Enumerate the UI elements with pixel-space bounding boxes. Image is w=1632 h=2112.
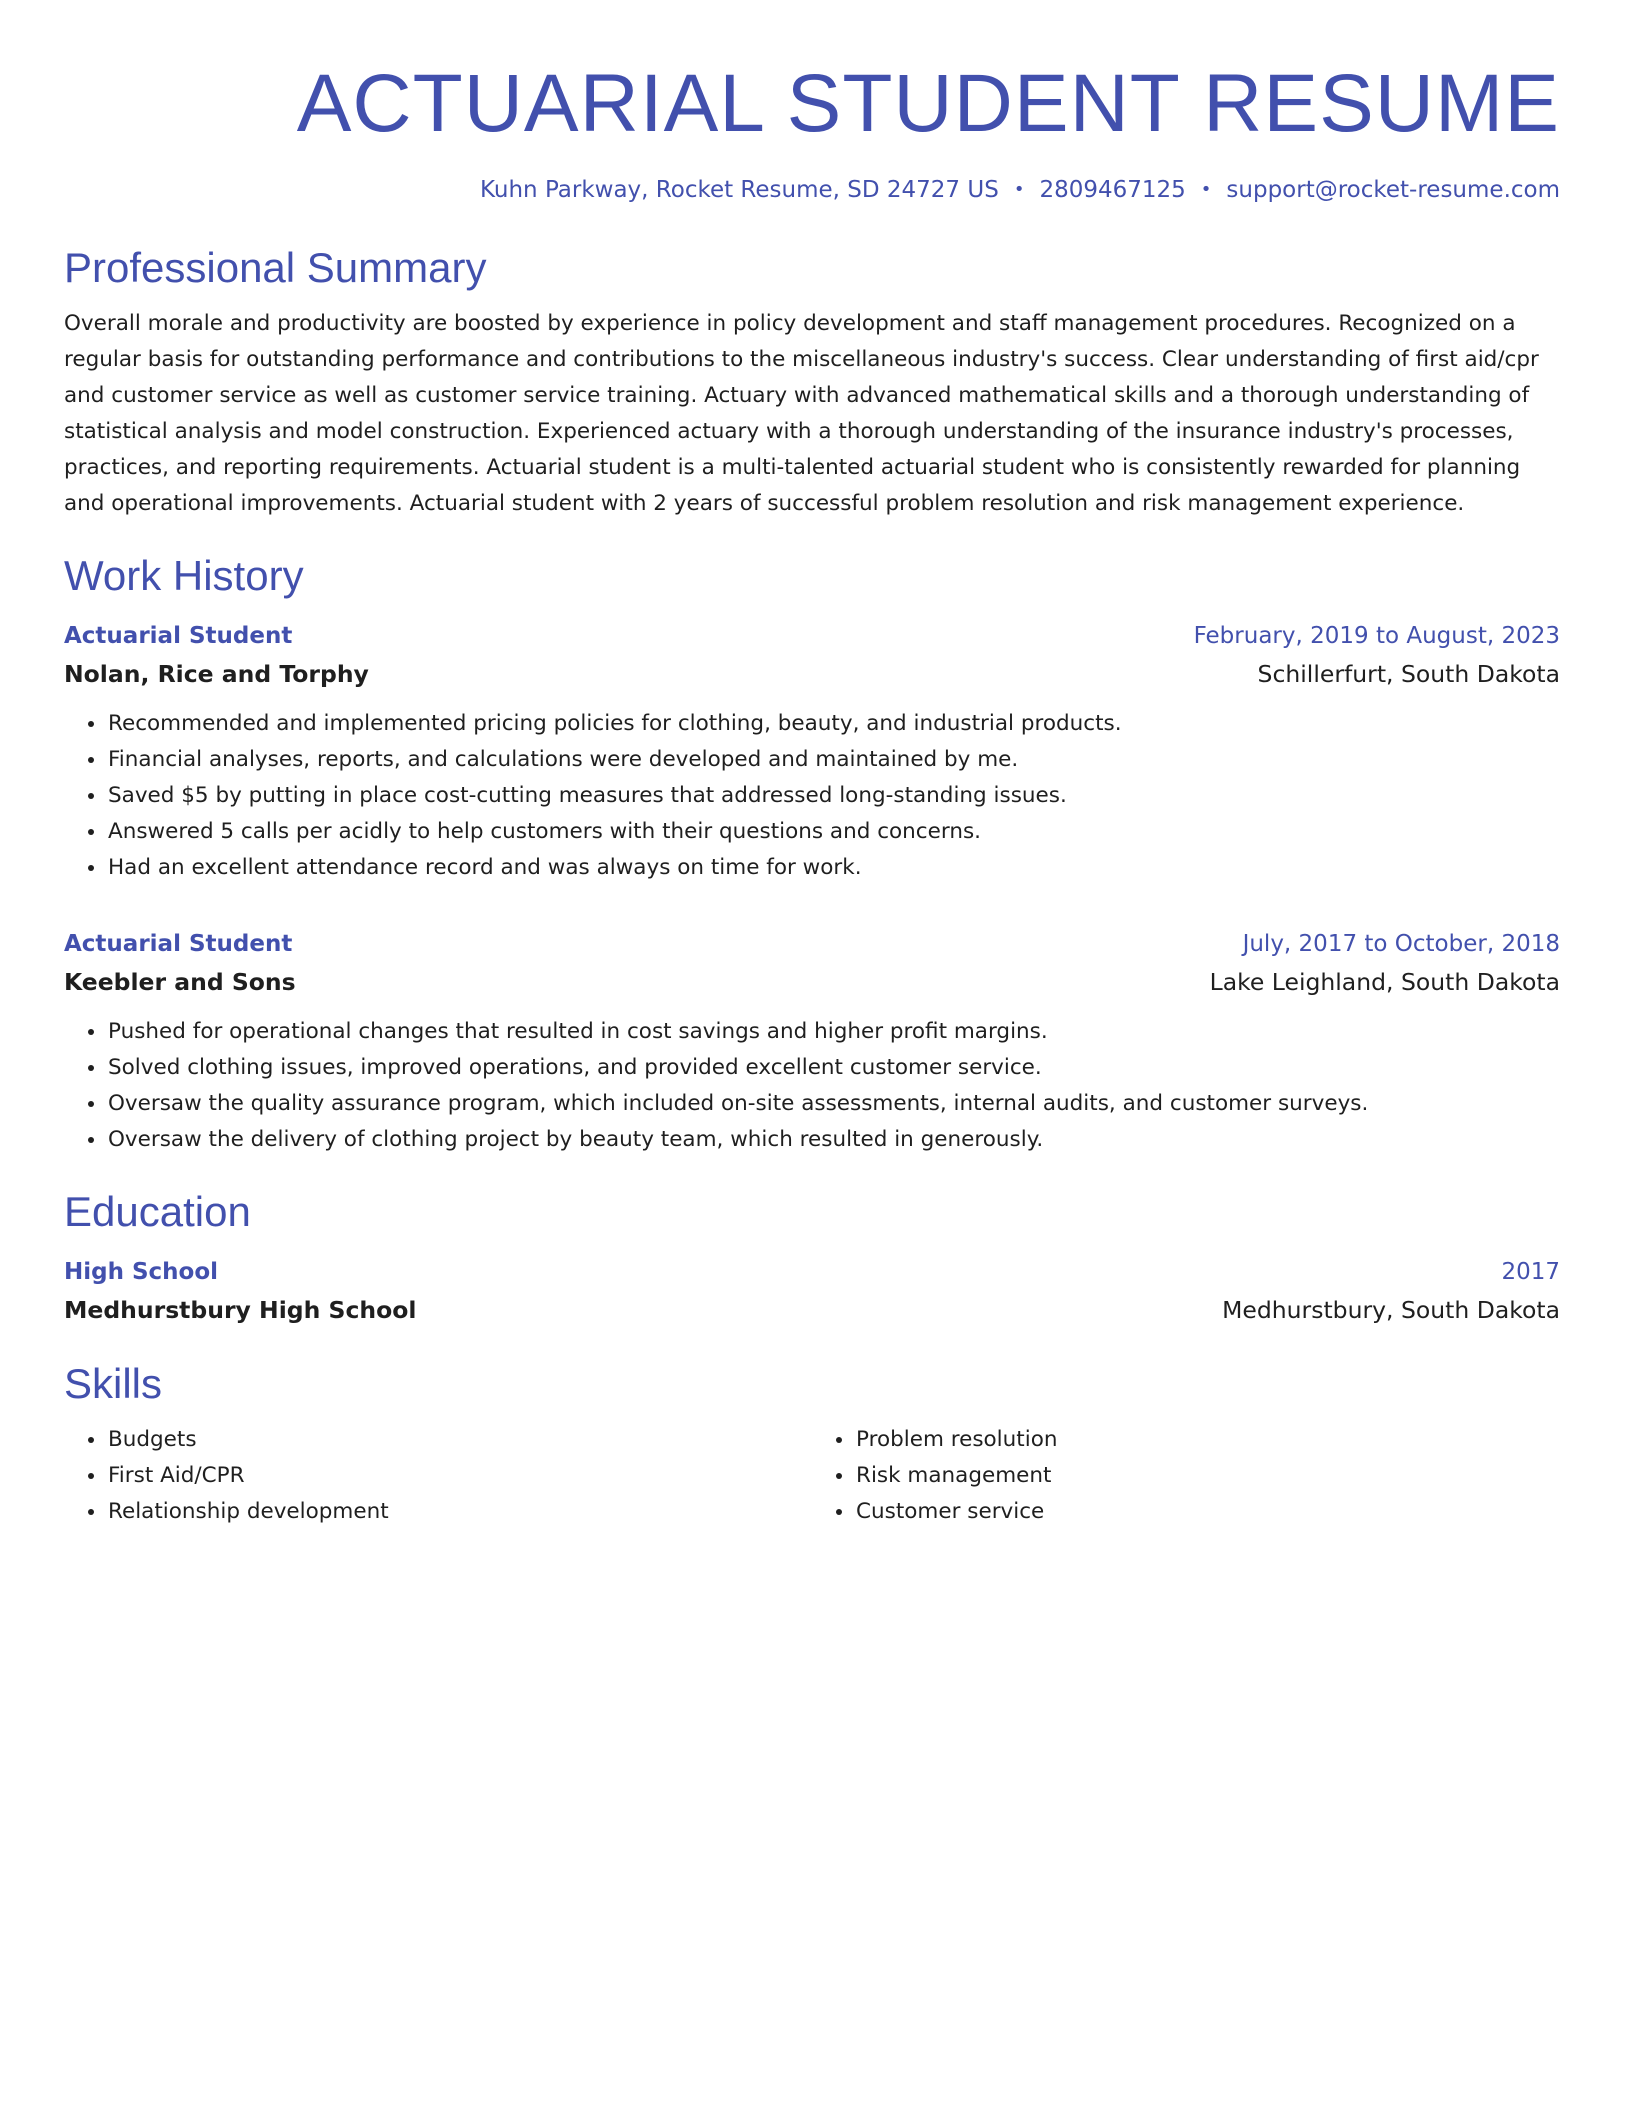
job-bullet-list xyxy=(64,1014,1560,1158)
skill-item: • Customer service xyxy=(855,1494,1560,1530)
education-entry xyxy=(64,1254,1560,1330)
job-entry xyxy=(64,618,1560,886)
job-header-row xyxy=(64,618,1560,654)
contact-address: Kuhn Parkway, Rocket Resume, SD 24727 US xyxy=(479,177,999,203)
job-entry xyxy=(64,926,1560,1158)
job-location: Lake Leighland, South Dakota xyxy=(1209,968,1560,996)
skills-column-right xyxy=(812,1422,1560,1530)
job-header-row xyxy=(64,926,1560,962)
resume-title: ACTUARIAL STUDENT RESUME xyxy=(296,58,1560,149)
resume-header xyxy=(64,0,1560,206)
job-bullet: • Financial analyses, reports, and calculations were developed and maintained by me. xyxy=(107,742,1560,778)
job-bullet-list xyxy=(64,706,1560,886)
section-title-education: Education xyxy=(64,1188,251,1235)
job-company-row xyxy=(64,962,1560,1002)
job-bullet: • Pushed for operational changes that resulted in cost savings and higher profit margins. xyxy=(107,1014,1560,1050)
contact-separator: • xyxy=(1200,179,1212,200)
skills-column-left xyxy=(64,1422,812,1530)
job-bullet: • Recommended and implemented pricing policies for clothing, beauty, and industrial products. xyxy=(107,706,1560,742)
job-bullet: • Solved clothing issues, improved operations, and provided excellent customer service. xyxy=(107,1050,1560,1086)
skills-grid xyxy=(64,1422,1560,1530)
job-title: Actuarial Student xyxy=(64,931,293,957)
summary-text: Overall morale and productivity are boosted by experience in policy development and staff management procedures. Recognized on a regular basis for outstanding performance and contributions to the miscellaneous industry's success. Clear understanding of first aid/cpr and customer service as well as customer service training. Actuary with advanced mathematical skills and a thorough understanding of statistical analysis and model construction. Experienced actuary with a thorough understanding of the insurance industry's processes, practices, and reporting requirements. Actuarial student is a multi-talented actuarial student who is consistently rewarded for planning and operational improvements. Actuarial student with 2 years of successful problem resolution and risk management experience. xyxy=(64,311,1539,516)
job-location: Schillerfurt, South Dakota xyxy=(1257,660,1560,688)
education-section xyxy=(64,1186,1560,1330)
job-dates: July, 2017 to October, 2018 xyxy=(1242,931,1560,957)
contact-phone: 2809467125 xyxy=(1039,177,1186,203)
work-history-section xyxy=(64,550,1560,1158)
section-title-work-history: Work History xyxy=(64,552,304,599)
skill-item: • Problem resolution xyxy=(855,1422,1560,1458)
job-title: Actuarial Student xyxy=(64,623,293,649)
contact-email[interactable]: support@rocket-resume.com xyxy=(1226,177,1560,203)
skills-section xyxy=(64,1358,1560,1530)
job-bullet: • Saved $5 by putting in place cost-cutting measures that addressed long-standing issues. xyxy=(107,778,1560,814)
job-bullet: • Oversaw the quality assurance program, which included on-site assessments, internal audits, and customer surveys. xyxy=(107,1086,1560,1122)
skill-item: • Risk management xyxy=(855,1458,1560,1494)
job-bullet: • Answered 5 calls per acidly to help customers with their questions and concerns. xyxy=(107,814,1560,850)
section-title-skills: Skills xyxy=(64,1360,163,1407)
job-bullet: • Had an excellent attendance record and was always on time for work. xyxy=(107,850,1560,886)
education-school: Medhurstbury High School xyxy=(64,1296,417,1324)
job-company-row xyxy=(64,654,1560,694)
job-dates: February, 2019 to August, 2023 xyxy=(1193,623,1560,649)
education-degree: High School xyxy=(64,1259,219,1285)
skill-item: • Relationship development xyxy=(107,1494,812,1530)
job-company: Nolan, Rice and Torphy xyxy=(64,660,369,688)
resume-page xyxy=(64,0,1560,1530)
skill-item: • Budgets xyxy=(107,1422,812,1458)
job-bullet: • Oversaw the delivery of clothing project by beauty team, which resulted in generously. xyxy=(107,1122,1560,1158)
education-school-row xyxy=(64,1290,1560,1330)
skill-item: • First Aid/CPR xyxy=(107,1458,812,1494)
section-title-summary: Professional Summary xyxy=(64,244,487,291)
contact-separator: • xyxy=(1013,179,1025,200)
education-year: 2017 xyxy=(1501,1259,1560,1285)
professional-summary-section xyxy=(64,242,1560,522)
contact-line xyxy=(64,174,1560,206)
job-company: Keebler and Sons xyxy=(64,968,296,996)
education-header-row xyxy=(64,1254,1560,1290)
education-location: Medhurstbury, South Dakota xyxy=(1222,1296,1560,1324)
